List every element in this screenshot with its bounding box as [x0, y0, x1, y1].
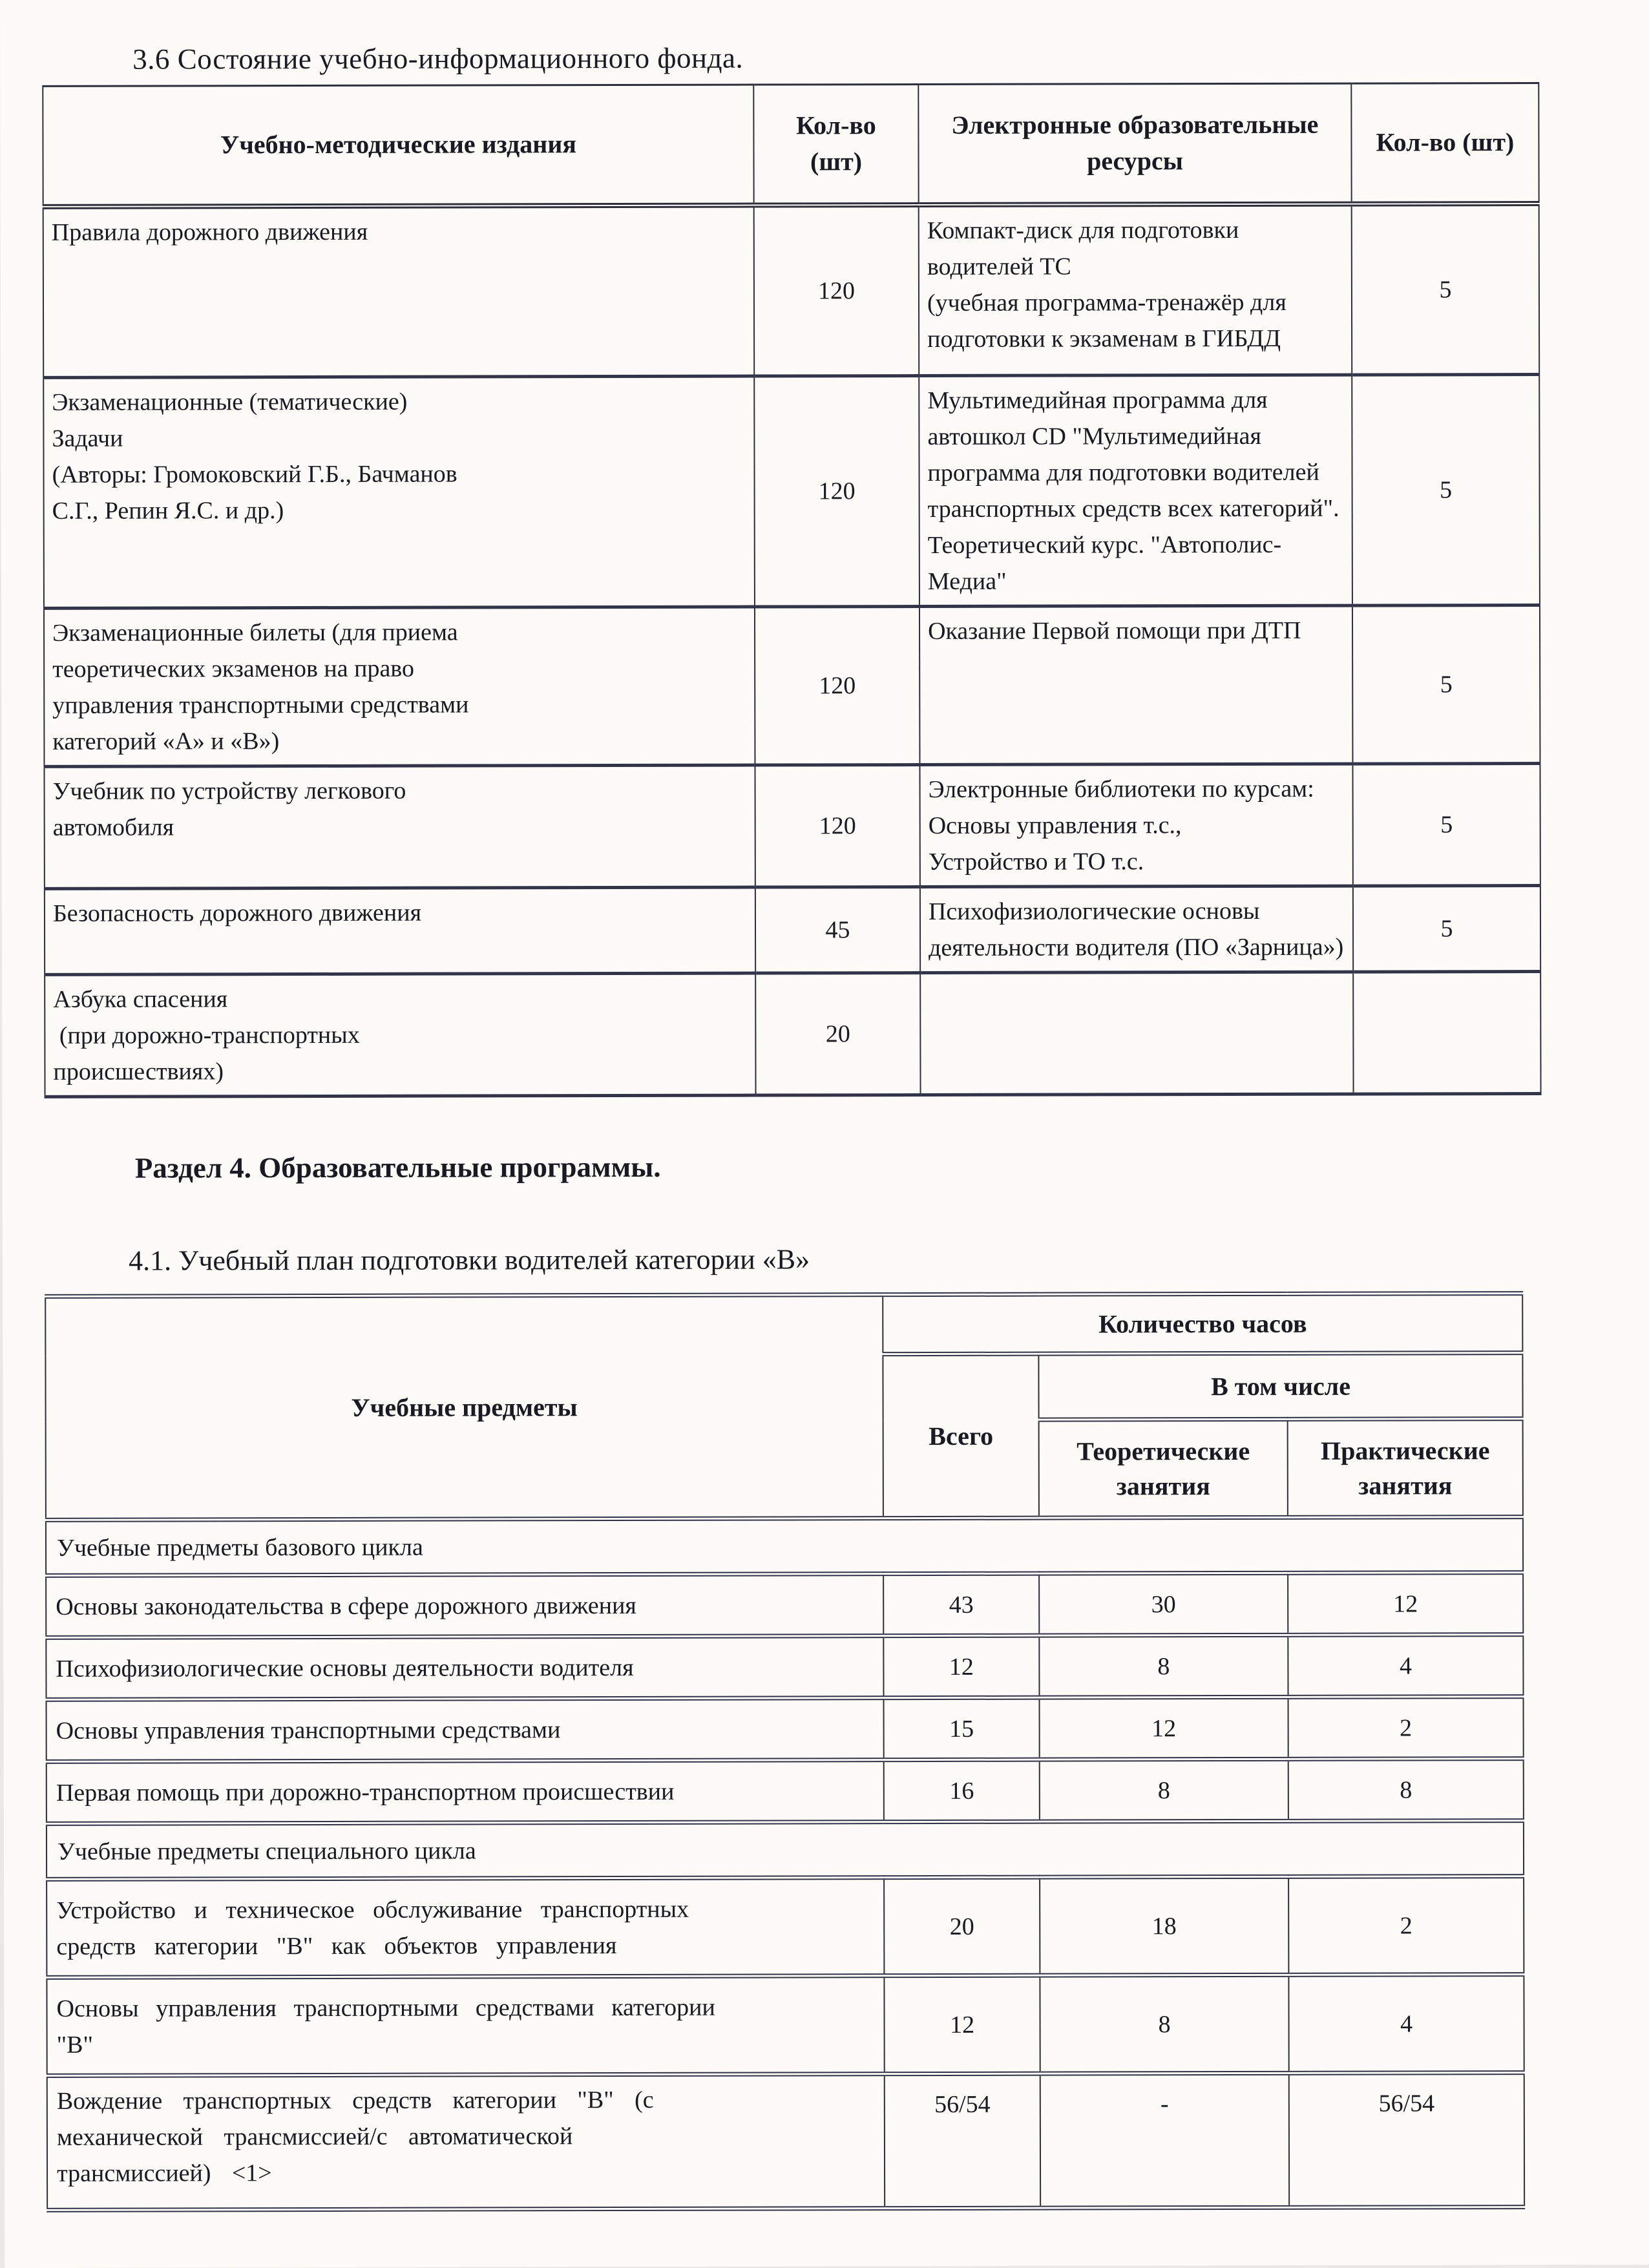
cell-total-hours: 56/54	[885, 2074, 1040, 2209]
section-4-1-heading: 4.1. Учебный план подготовки водителей категории «В»	[129, 1243, 810, 1277]
col-header-res-qty: Кол-во (шт)	[1351, 83, 1539, 204]
cell-res-qty: 5	[1352, 605, 1540, 764]
curriculum-header-row-1	[45, 1294, 1522, 1356]
cell-resource: Электронные библиотеки по курсам: Основы управления т.с., Устройство и ТО т.с.	[919, 764, 1352, 887]
cell-pub-qty: 45	[755, 887, 920, 974]
table-row	[47, 1876, 1524, 1978]
section-row-label: Учебные предметы специального цикла	[47, 1821, 1524, 1880]
table-row	[45, 886, 1540, 975]
cell-resource: Психофизиологические основы деятельности водителя (ПО «Зарница»)	[920, 886, 1353, 972]
cell-pub-qty: 20	[755, 973, 920, 1096]
section-row	[46, 1517, 1523, 1576]
cell-theory-hours: 18	[1040, 1876, 1288, 1975]
cell-theory-hours: 12	[1040, 1697, 1288, 1759]
cell-subject: Устройство и техническое обслуживание транспортных средств категории "В" как объектов управления	[47, 1878, 884, 1978]
cell-subject: Основы законодательства в сфере дорожного движения	[46, 1574, 883, 1638]
col-header-hours-group: Количество часов	[883, 1294, 1522, 1354]
table-row	[47, 2073, 1524, 2210]
col-header-subjects: Учебные предметы	[45, 1295, 883, 1520]
table-row	[44, 764, 1540, 889]
cell-pub-qty: 120	[755, 607, 920, 766]
cell-pub-qty: 120	[754, 205, 919, 377]
cell-practice-hours: 56/54	[1289, 2073, 1524, 2208]
curriculum-table	[45, 1291, 1525, 2212]
cell-res-qty: 5	[1352, 375, 1540, 606]
cell-publication: Учебник по устройству легкового автомобиля	[44, 765, 755, 888]
cell-resource: Компакт-диск для подготовки водителей ТС (учебная программа-тренажёр для подготовки к экзаменам в ГИБДД	[919, 204, 1352, 375]
cell-theory-hours: 30	[1039, 1573, 1288, 1635]
col-header-total: Всего	[883, 1354, 1039, 1518]
cell-publication: Экзаменационные (тематические) Задачи (Авторы: Громоковский Г.Б., Бачманов С.Г., Репин Я.С. и др.)	[43, 376, 755, 608]
cell-theory-hours: 8	[1040, 1975, 1288, 2074]
col-header-practice: Практические занятия	[1288, 1419, 1523, 1518]
cell-resource	[920, 972, 1353, 1095]
section-row	[47, 1821, 1524, 1880]
cell-total-hours: 43	[883, 1573, 1039, 1636]
col-header-pub-qty: Кол-во (шт)	[753, 85, 918, 205]
cell-resource: Мультимедийная программа для автошкол CD "Мультимедийная программа для подготовки водителей транспортных средств всех категорий". Теоретический курс. "Автополис- Медиа"	[919, 375, 1352, 606]
section-4-heading: Раздел 4. Образовательные программы.	[134, 1150, 661, 1184]
cell-publication: Азбука спасения (при дорожно-транспортных происшествиях)	[45, 973, 755, 1097]
cell-total-hours: 20	[884, 1877, 1040, 1976]
cell-publication: Правила дорожного движения	[43, 205, 755, 377]
cell-subject: Психофизиологические основы деятельности водителя	[46, 1636, 883, 1700]
cell-pub-qty: 120	[755, 765, 919, 888]
fund-table-header-row	[43, 83, 1539, 207]
cell-theory-hours: 8	[1039, 1635, 1288, 1697]
cell-subject: Первая помощь при дорожно-транспортном происшествии	[47, 1760, 884, 1824]
cell-res-qty	[1353, 972, 1540, 1095]
cell-res-qty: 5	[1353, 886, 1540, 972]
cell-practice-hours: 8	[1288, 1759, 1524, 1822]
cell-theory-hours: -	[1040, 2073, 1289, 2208]
cell-subject: Основы управления транспортными средствами категории "В"	[47, 1976, 884, 2076]
col-header-theory: Теоретические занятия	[1039, 1419, 1288, 1518]
cell-practice-hours: 2	[1288, 1876, 1524, 1975]
cell-total-hours: 16	[884, 1759, 1040, 1822]
cell-publication: Экзаменационные билеты (для приема теоретических экзаменов на право управления транспортными средствами категорий «А» и «В»)	[44, 607, 755, 766]
section-row-label: Учебные предметы базового цикла	[46, 1517, 1523, 1576]
cell-publication: Безопасность дорожного движения	[45, 887, 755, 974]
cell-practice-hours: 4	[1288, 1635, 1523, 1697]
cell-res-qty: 5	[1352, 204, 1540, 375]
col-header-publications: Учебно-методические издания	[43, 85, 753, 206]
cell-practice-hours: 12	[1288, 1573, 1523, 1635]
cell-theory-hours: 8	[1040, 1759, 1288, 1822]
table-row	[44, 605, 1540, 767]
cell-res-qty: 5	[1352, 764, 1540, 887]
col-header-including: В том числе	[1038, 1353, 1522, 1420]
cell-pub-qty: 120	[754, 376, 919, 607]
table-row	[45, 972, 1540, 1097]
cell-practice-hours: 2	[1288, 1697, 1524, 1759]
table-row	[47, 1975, 1524, 2076]
table-row	[43, 375, 1540, 609]
fund-table	[42, 82, 1541, 1098]
table-row	[43, 204, 1540, 378]
cell-practice-hours: 4	[1288, 1975, 1524, 2074]
section-3-6-title: 3.6 Состояние учебно-информационного фонда.	[132, 41, 744, 76]
table-row	[46, 1635, 1523, 1700]
cell-total-hours: 15	[884, 1697, 1040, 1760]
cell-total-hours: 12	[883, 1635, 1039, 1698]
col-header-resources: Электронные образовательные ресурсы	[918, 83, 1351, 204]
table-row	[47, 1759, 1524, 1824]
cell-total-hours: 12	[884, 1975, 1040, 2074]
table-row	[47, 1697, 1524, 1762]
cell-subject: Вождение транспортных средств категории "В" (с механической трансмиссией/с автоматической трансмиссией) <1>	[47, 2074, 885, 2210]
table-row	[46, 1573, 1523, 1638]
cell-resource: Оказание Первой помощи при ДТП	[919, 605, 1353, 764]
cell-subject: Основы управления транспортными средствами	[47, 1698, 884, 1762]
